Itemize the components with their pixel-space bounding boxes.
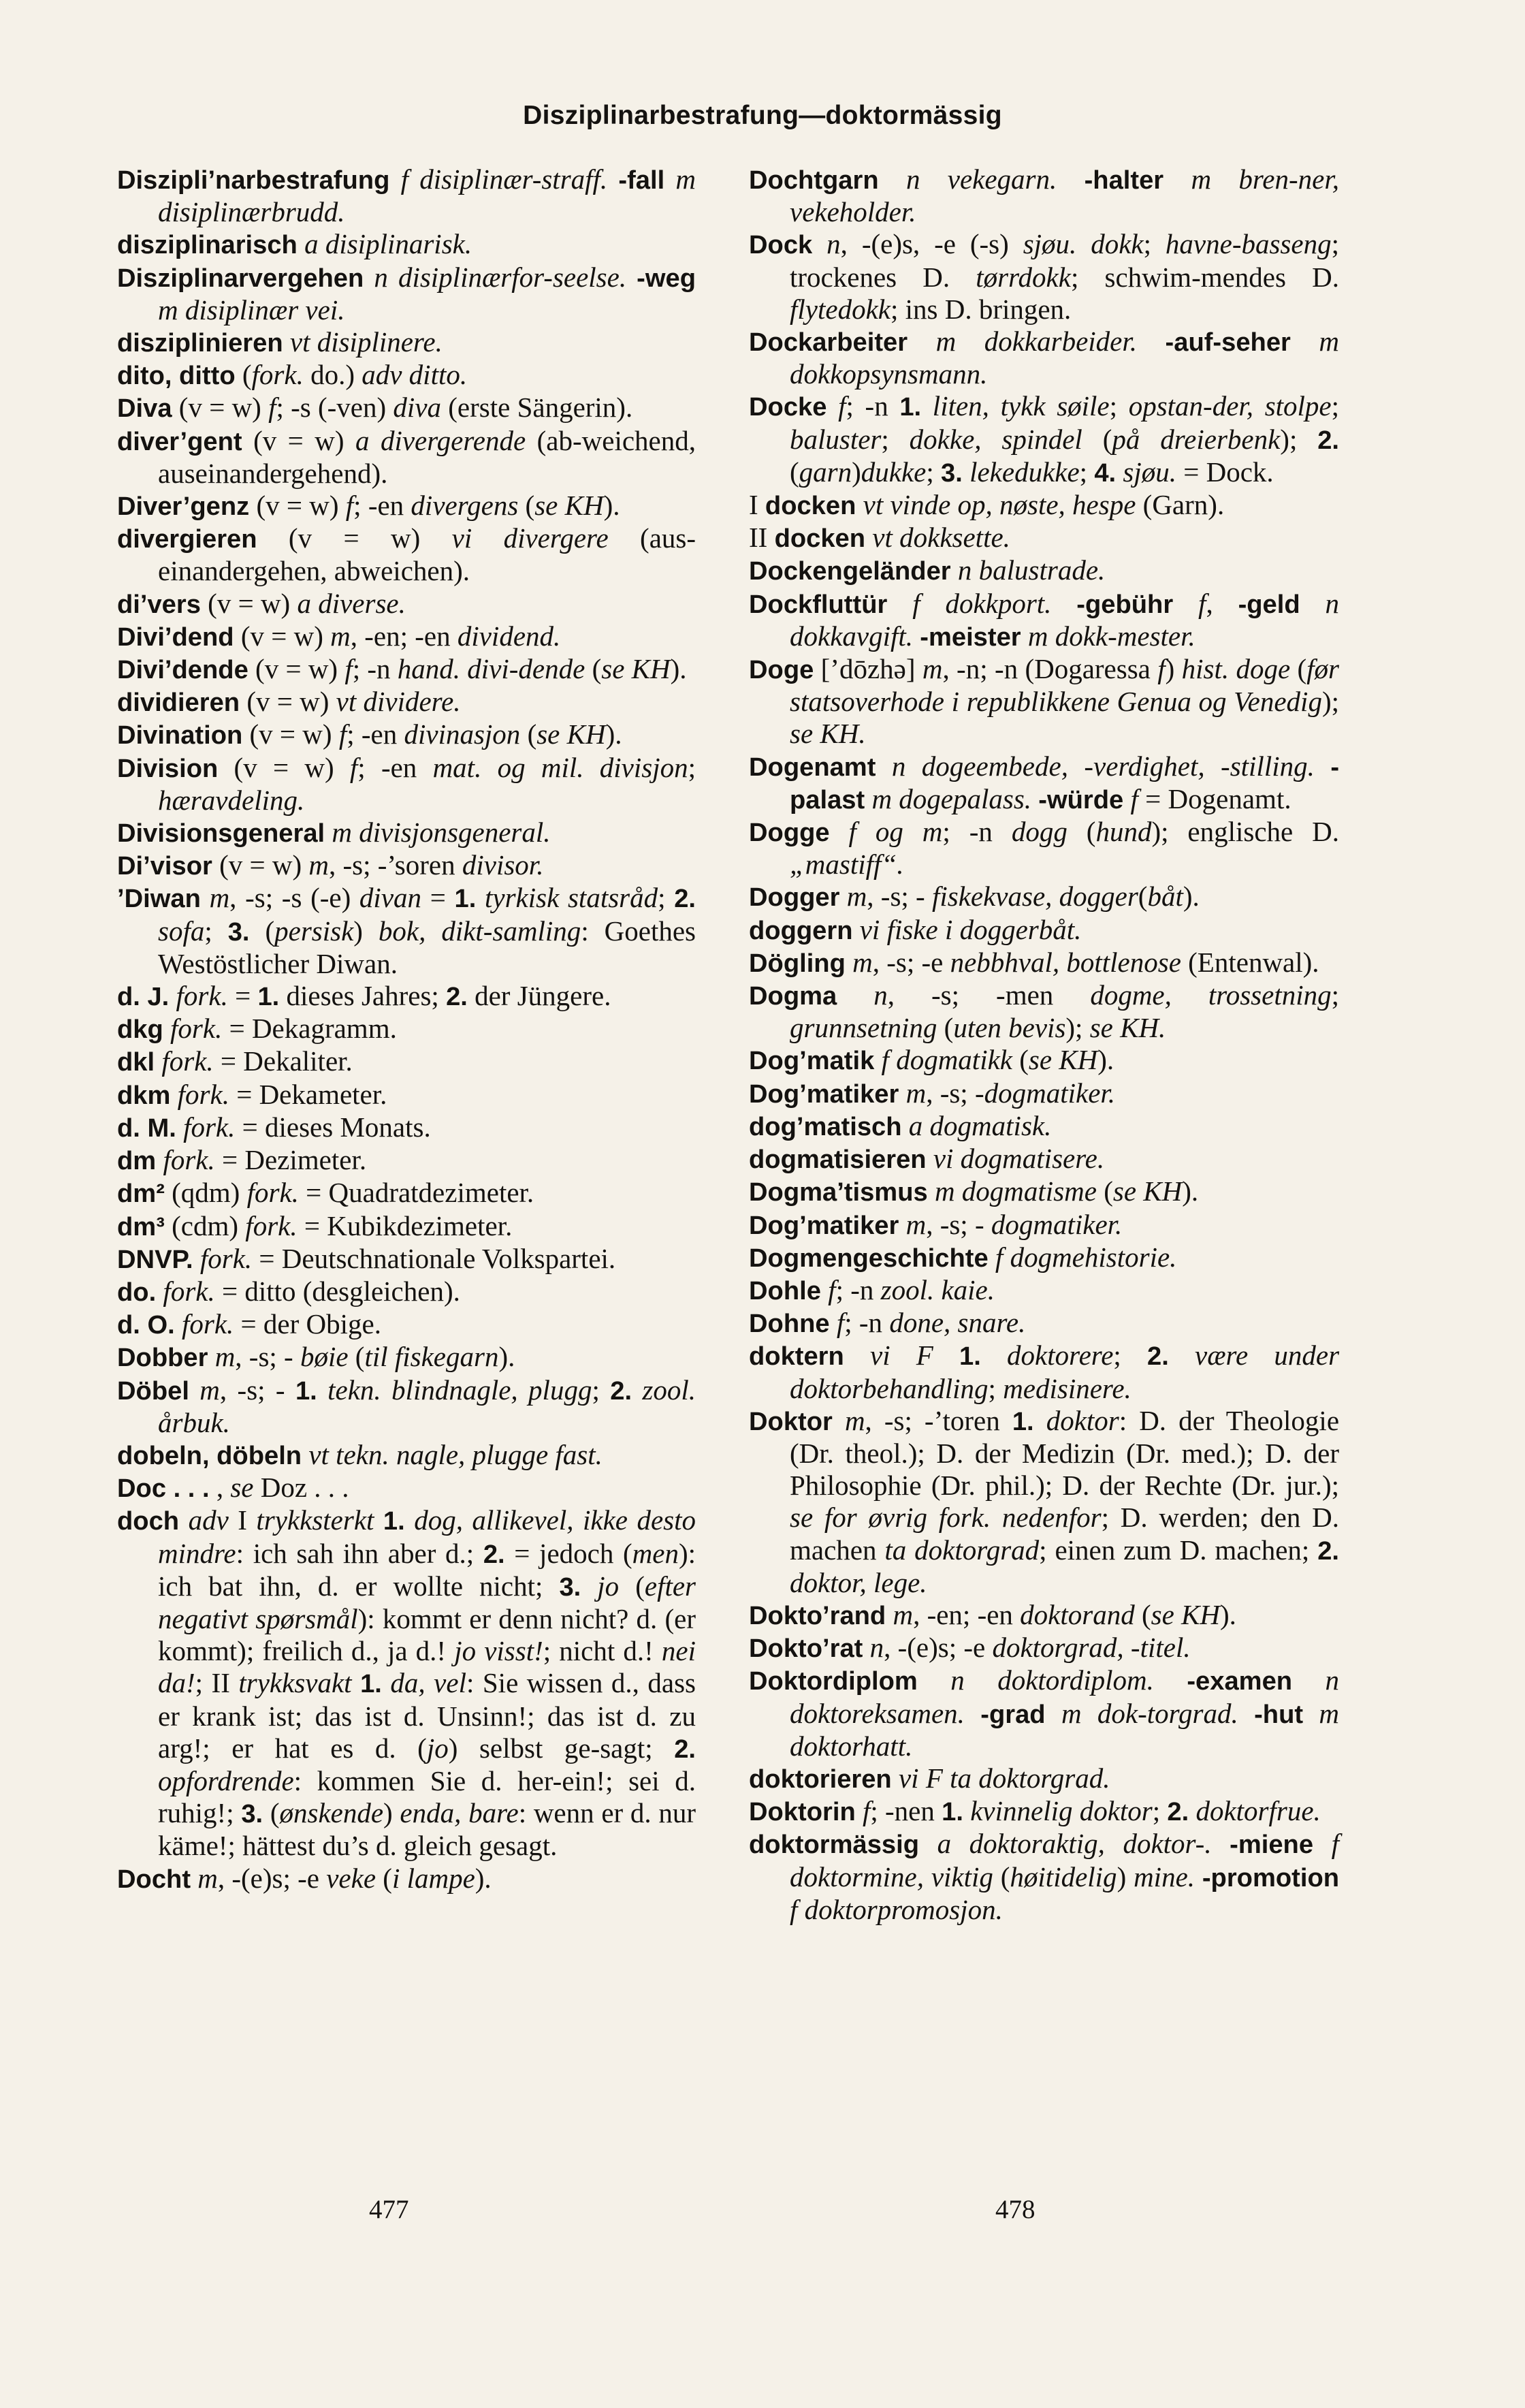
dictionary-entry: Division (v = w) f; -en mat. og mil. divisjon; hæravdeling. — [117, 751, 696, 816]
dictionary-entry: Doge [’dōzhə] m, -n; -n (Dogaressa f) hist. doge (før statsoverhode i republikkene Genua og Venedig); se KH. — [749, 653, 1340, 750]
running-head: Disziplinarbestrafung—doktormässig — [523, 101, 1002, 130]
dictionary-entry: I docken vt vinde op, nøste, hespe (Garn). — [749, 489, 1225, 521]
dictionary-entry: dividieren (v = w) vt dividere. — [117, 686, 461, 718]
dictionary-entry: Divisionsgeneral m divisjonsgeneral. — [117, 817, 551, 849]
dictionary-entry: Dobber m, -s; - bøie (til fiskegarn). — [117, 1341, 515, 1373]
dictionary-entry: Dog’matiker m, -s; - dogmatiker. — [749, 1208, 1123, 1240]
dictionary-entry: d. J. fork. = 1. dieses Jahres; 2. der Jüngere. — [117, 980, 611, 1012]
dictionary-entry: divergieren (v = w) vi divergere (aus-einandergehen, abweichen). — [117, 522, 696, 587]
dictionary-entry: dm³ (cdm) fork. = Kubikdezimeter. — [117, 1209, 513, 1241]
dictionary-entry: doktorieren vi F ta doktorgrad. — [749, 1762, 1110, 1794]
right-column — [749, 163, 1339, 1926]
dictionary-entry: Dokto’rat n, -(e)s; -e doktorgrad, -titel. — [749, 1632, 1191, 1664]
dictionary-entry: Dog’matiker m, -s; -dogmatiker. — [749, 1077, 1116, 1109]
dictionary-entry: Dogge f og m; -n dogg (hund); englische D. „mastiff“. — [749, 816, 1340, 881]
dictionary-entry: doch adv I trykksterkt 1. dog, allikevel, ikke desto mindre: ich sah ihn aber d.; 2. = jedoch (men): ich bat ihn, d. er wollte nicht; 3. jo (efter negativt spørsmål): kommt er denn nicht? d. (er kommt); freilich d., ja d.! jo visst!; nicht d.! nei da!; II trykksvakt 1. da, vel: Sie wissen d., dass er krank ist; das ist d. Unsinn!; das ist d. zu arg!; er hat es d. (jo) selbst ge-sagt; 2. opfordrende: kommen Sie d. her-ein!; sei d. ruhig!; 3. (ønskende) enda, bare: wenn er d. nur käme!; hättest du’s d. gleich gesagt. — [117, 1504, 696, 1862]
dictionary-entry: Dögling m, -s; -e nebbhval, bottlenose (Entenwal). — [749, 946, 1319, 978]
page-number-right: 478 — [995, 2195, 1036, 2224]
dictionary-entry: dito, ditto (fork. do.) adv ditto. — [117, 359, 468, 391]
dictionary-entry: Dog’matik f dogmatikk (se KH). — [749, 1044, 1114, 1076]
dictionary-entry: dm fork. = Dezimeter. — [117, 1144, 367, 1176]
dictionary-entry: Dohne f; -n done, snare. — [749, 1307, 1026, 1339]
dictionary-entry: dkg fork. = Dekagramm. — [117, 1013, 397, 1045]
dictionary-entry: Dokto’rand m, -en; -en doktorand (se KH). — [749, 1598, 1236, 1630]
dictionary-entry: Dogmengeschichte f dogmehistorie. — [749, 1241, 1177, 1273]
dictionary-entry: Divination (v = w) f; -en divinasjon (se KH). — [117, 718, 622, 750]
dictionary-entry: Dockarbeiter m dokkarbeider. -auf-seher m dokkopsynsmann. — [749, 326, 1339, 390]
dictionary-entry: Dohle f; -n zool. kaie. — [749, 1273, 995, 1305]
dictionary-entry: Diva (v = w) f; -s (-ven) diva (erste Sängerin). — [117, 392, 633, 424]
dictionary-entry: ’Diwan m, -s; -s (-e) divan = 1. tyrkisk statsråd; 2. sofa; 3. (persisk) bok, dikt-samling: Goethes Westöstlicher Diwan. — [117, 882, 696, 979]
dictionary-entry: doktern vi F 1. doktorere; 2. være under doktorbehandling; medisinere. — [749, 1340, 1340, 1404]
dictionary-entry: Dockengeländer n balustrade. — [749, 554, 1106, 586]
left-column — [117, 163, 696, 1895]
dictionary-entry: Dogger m, -s; - fiskekvase, dogger(båt). — [749, 881, 1200, 913]
dictionary-entry: disziplinieren vt disiplinere. — [117, 326, 443, 358]
dictionary-entry: dogmatisieren vi dogmatisere. — [749, 1143, 1105, 1175]
dictionary-entry: disziplinarisch a disiplinarisk. — [117, 228, 472, 260]
dictionary-entry: Divi’dend (v = w) m, -en; -en dividend. — [117, 620, 561, 652]
dictionary-entry: Dogma’tismus m dogmatisme (se KH). — [749, 1175, 1199, 1207]
dictionary-entry: Divi’dende (v = w) f; -n hand. divi-dende (se KH). — [117, 653, 687, 685]
dictionary-entry: dm² (qdm) fork. = Quadratdezimeter. — [117, 1177, 534, 1209]
dictionary-entry: Doc . . . , se Doz . . . — [117, 1472, 349, 1504]
dictionary-entry: Docht m, -(e)s; -e veke (i lampe). — [117, 1862, 492, 1894]
dictionary-entry: dobeln, döbeln vt tekn. nagle, plugge fast. — [117, 1438, 603, 1470]
dictionary-entry: doggern vi fiske i doggerbåt. — [749, 913, 1082, 945]
dictionary-entry: Dogma n, -s; -men dogme, trossetning; grunnsetning (uten bevis); se KH. — [749, 979, 1340, 1044]
dictionary-entry: Docke f; -n 1. liten, tykk søile; opstan-der, stolpe; baluster; dokke, spindel (på dreierbenk); 2. (garn)dukke; 3. lekedukke; 4. sjøu. = Dock. — [749, 390, 1340, 488]
dictionary-entry: do. fork. = ditto (desgleichen). — [117, 1275, 460, 1307]
dictionary-entry: Di’visor (v = w) m, -s; -’soren divisor. — [117, 849, 544, 881]
dictionary-entry: Doktorin f; -nen 1. kvinnelig doktor; 2. doktorfrue. — [749, 1795, 1321, 1827]
dictionary-entry: d. M. fork. = dieses Monats. — [117, 1111, 431, 1143]
dictionary-entry: Dochtgarn n vekegarn. -halter m bren-ner, vekeholder. — [749, 163, 1340, 228]
dictionary-entry: di’vers (v = w) a diverse. — [117, 587, 406, 619]
dictionary-entry: Döbel m, -s; - 1. tekn. blindnagle, plugg; 2. zool. årbuk. — [117, 1374, 696, 1438]
dictionary-entry: dkm fork. = Dekameter. — [117, 1078, 387, 1110]
dictionary-entry: II docken vt dokksette. — [749, 522, 1010, 554]
dictionary-entry: Dock n, -(e)s, -e (-s) sjøu. dokk; havne-basseng; trockenes D. tørrdokk; schwim-mendes D. flytedokk; ins D. bringen. — [749, 228, 1339, 325]
dictionary-entry: dog’matisch a dogmatisk. — [749, 1109, 1052, 1141]
dictionary-entry: Diszipli’narbestrafung f disiplinær-straff. -fall m disiplinærbrudd. — [117, 163, 696, 228]
dictionary-entry: Disziplinarvergehen n disiplinærfor-seelse. -weg m disiplinær vei. — [117, 261, 696, 326]
dictionary-entry: diver’gent (v = w) a divergerende (ab-weichend, auseinandergehend). — [117, 424, 696, 489]
page-number-left: 477 — [369, 2195, 409, 2224]
dictionary-entry: Doktordiplom n doktordiplom. -examen n doktoreksamen. -grad m dok-torgrad. -hut m doktorhatt. — [749, 1664, 1340, 1762]
dictionary-entry: Dogenamt n dogeembede, -verdighet, -stilling. -palast m dogepalass. -würde f = Dogenamt. — [749, 750, 1340, 814]
dictionary-entry: Doktor m, -s; -’toren 1. doktor: D. der Theologie (Dr. theol.); D. der Medizin (Dr. med.); D. der Philosophie (Dr. phil.); D. der Rechte (Dr. jur.); se for øvrig fork. nedenfor; D. werden; den D. machen ta doktorgrad; einen zum D. machen; 2. doktor, lege. — [749, 1404, 1340, 1598]
dictionary-entry: DNVP. fork. = Deutschnationale Volkspartei. — [117, 1242, 616, 1274]
dictionary-entry: Dockfluttür f dokkport. -gebühr f, -geld n dokkavgift. -meister m dokk-mester. — [749, 587, 1339, 652]
dictionary-entry: doktormässig a doktoraktig, doktor-. -miene f doktormine, viktig (høitidelig) mine. -promotion f doktorpromosjon. — [749, 1828, 1340, 1925]
dictionary-entry: d. O. fork. = der Obige. — [117, 1308, 381, 1340]
dictionary-entry: dkl fork. = Dekaliter. — [117, 1045, 353, 1077]
dictionary-entry: Diver’genz (v = w) f; -en divergens (se KH). — [117, 490, 620, 522]
